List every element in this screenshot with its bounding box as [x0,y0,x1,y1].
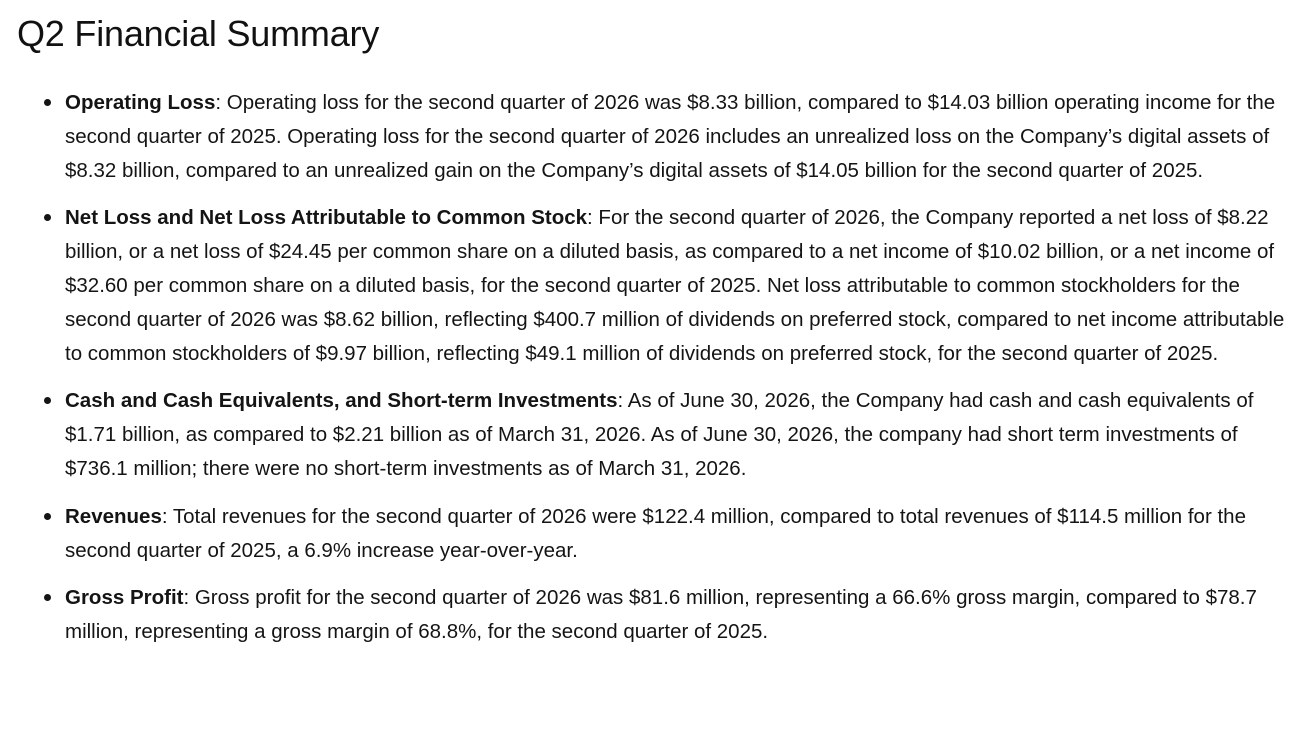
bullet-icon [44,397,51,404]
list-item-operating-loss [17,86,1287,187]
item-heading: Cash and Cash Equivalents, and Short-term Investments [65,389,618,413]
document [17,10,1287,663]
page-title: Q2 Financial Summary [17,13,380,54]
list-item-net-loss [17,201,1287,370]
item-heading: Operating Loss [65,91,216,114]
item-heading: Revenues [65,504,162,528]
summary-list [17,86,1287,649]
item-body: : For the second quarter of 2026, the Company reported a net loss of $8.22 billion, or a net loss of $24.45 per common share on a diluted basis, as compared to a net income of $10.02 billion, or a net income of $32.60 per common share on a diluted basis, for the second quarter of 2025. Net loss attributable to common stockholders for the second quarter of 2026 was $8.62 billion, reflecting $400.7 million of dividends on preferred stock, compared to net income attributable to common stockholders of $9.97 billion, reflecting $49.1 million of dividends on preferred stock, for the second quarter of 2025. [65,206,1285,365]
item-body: : Gross profit for the second quarter of 2026 was $81.6 million, representing a 66.6% gross margin, compared to $78.7 million, representing a gross margin of 68.8%, for the second quarter of 2025. [65,586,1257,644]
list-item-gross-profit [17,581,1287,649]
list-item-cash [17,384,1287,485]
item-body: : As of June 30, 2026, the Company had cash and cash equivalents of $1.71 billion, as compared to $2.21 billion as of March 31, 2026. As of June 30, 2026, the company had short term investments of $736.1 million; there were no short-term investments as of March 31, 2026. [65,389,1254,480]
item-heading: Gross Profit [65,586,184,610]
list-item-revenues [17,500,1287,568]
bullet-icon [44,594,51,601]
item-heading: Net Loss and Net Loss Attributable to Common Stock [65,206,588,230]
bullet-icon [44,99,51,106]
item-body: : Total revenues for the second quarter of 2026 were $122.4 million, compared to total revenues of $114.5 million for the second quarter of 2025, a 6.9% increase year-over-year. [65,504,1246,562]
item-body: : Operating loss for the second quarter of 2026 was $8.33 billion, compared to $14.03 billion operating income for the second quarter of 2025. Operating loss for the second quarter of 2026 includes an unrealized loss on the Company’s digital assets of $8.32 billion, compared to an unrealized gain on the Company’s digital assets of $14.05 billion for the second quarter of 2025. [65,91,1276,182]
bullet-icon [44,214,51,221]
bullet-icon [44,513,51,520]
